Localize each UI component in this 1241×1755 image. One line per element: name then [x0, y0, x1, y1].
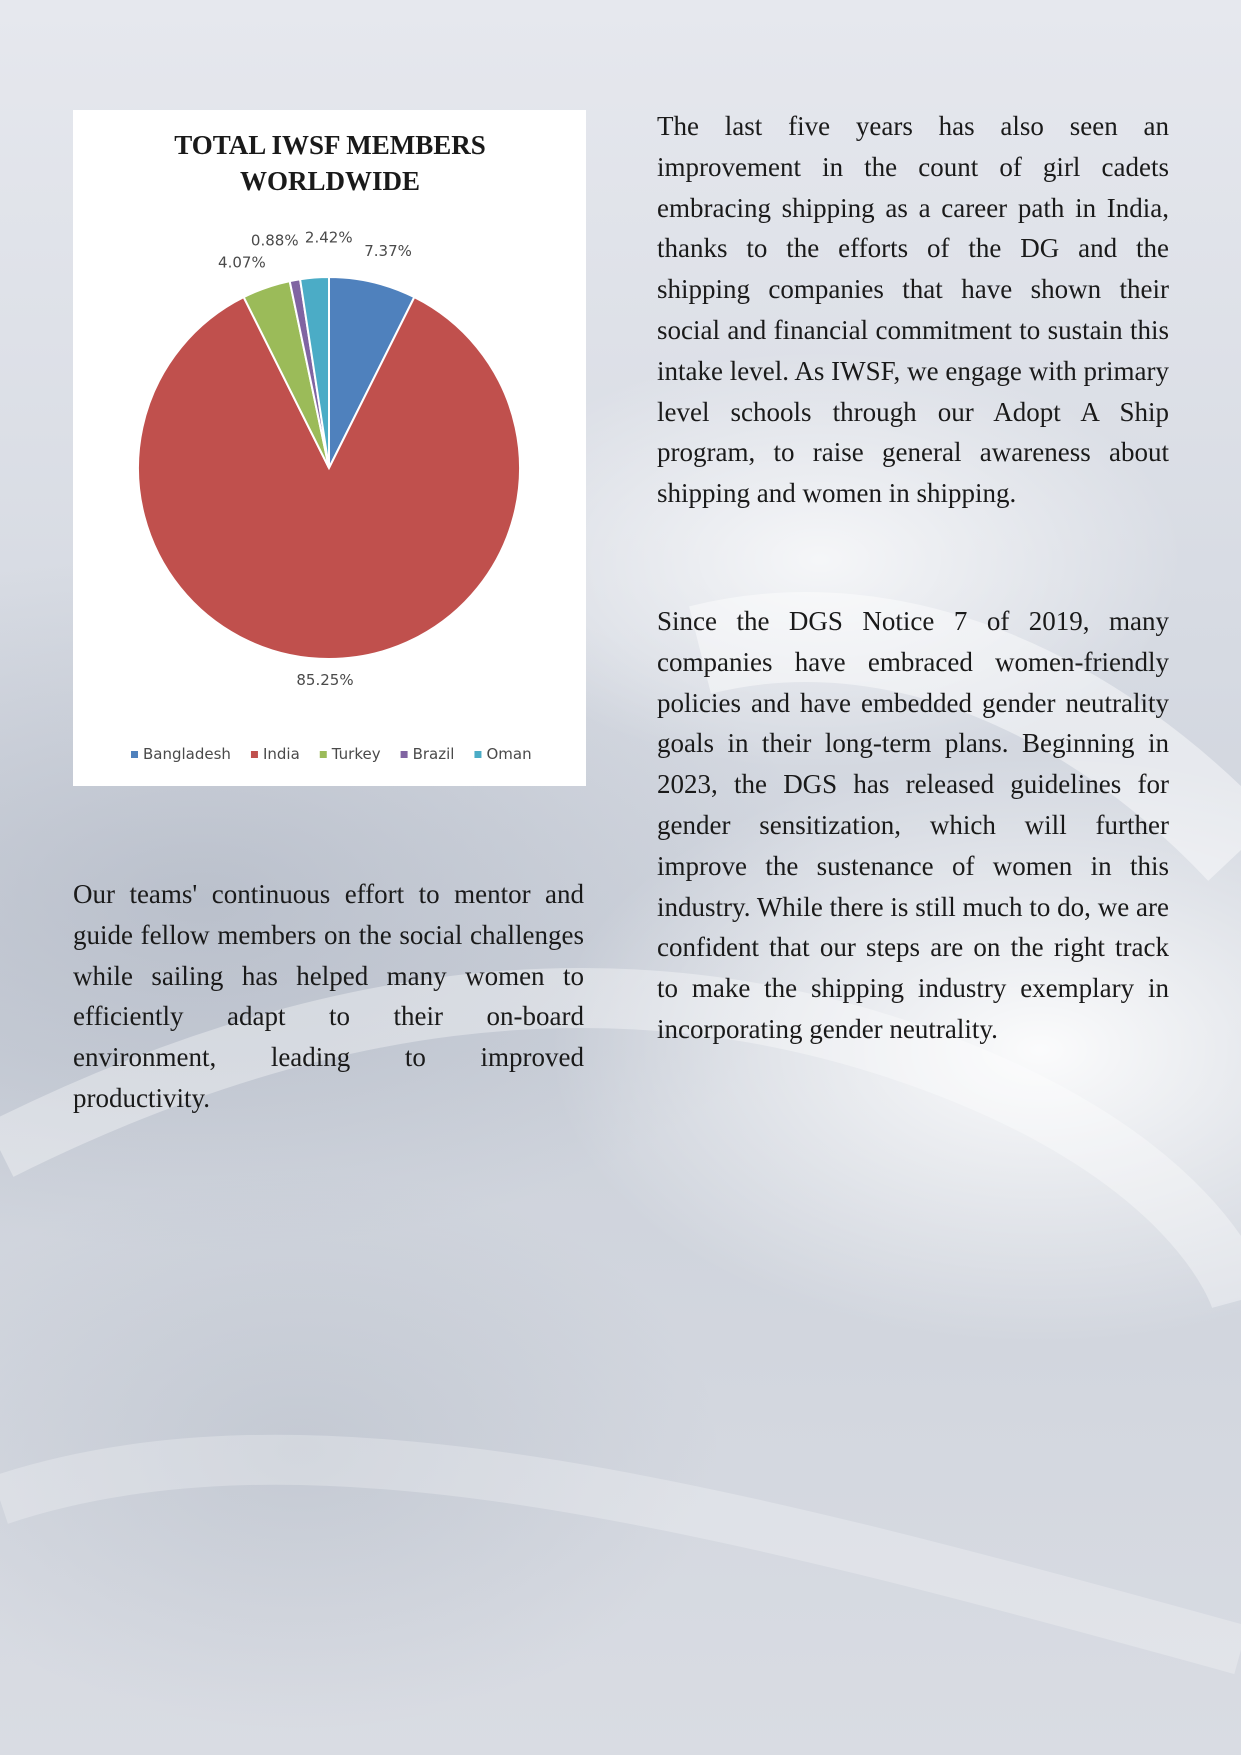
- legend-label-oman: Oman: [486, 745, 532, 763]
- chart-title-line-1: TOTAL IWSF MEMBERS: [174, 130, 486, 160]
- data-label-bangladesh: 7.37%: [364, 241, 412, 260]
- paragraph-girl-cadets: The last five years has also seen an improvement in the count of girl cadets embracing shipping as a career path in India, thanks to the efforts of the DG and the shipping companies that have shown their social and financial commitment to sustain this intake level. As IWSF, we engage with primary level schools through our Adopt A Ship program, to raise general awareness about shipping and women in shipping.: [657, 111, 1169, 509]
- chart-title-line-2: WORLDWIDE: [239, 166, 421, 196]
- pie-slices: [138, 277, 520, 659]
- data-label-turkey: 4.07%: [218, 253, 266, 272]
- legend-label-bangladesh: Bangladesh: [143, 745, 231, 763]
- data-label-brazil: 0.88%: [250, 231, 299, 250]
- legend-swatch-india: [251, 751, 258, 758]
- paragraph-mentoring: Our teams' continuous effort to mentor and guide fellow members on the social challenges while sailing has helped many women to efficiently adapt to their on-board environment, leading to improved productivity.: [73, 879, 584, 1113]
- pie-chart-card: [73, 110, 586, 786]
- legend-label-brazil: Brazil: [412, 745, 455, 763]
- legend-swatch-oman: [474, 751, 481, 758]
- chart-legend: [131, 745, 532, 763]
- paragraph-dgs-notice: Since the DGS Notice 7 of 2019, many companies have embraced women-friendly policies and have embedded gender neutrality goals in their long-term plans. Beginning in 2023, the DGS has released guidelines for gender sensitization, which will further improve the sustenance of women in this industry. While there is still much to do, we are confident that our steps are on the right track to make the shipping industry exemplary in incorporating gender neutrality.: [657, 606, 1169, 1044]
- data-label-india: 85.25%: [296, 671, 354, 689]
- pie-chart: [73, 110, 586, 786]
- legend-swatch-brazil: [401, 751, 408, 758]
- legend-label-turkey: Turkey: [331, 745, 381, 763]
- legend-swatch-bangladesh: [131, 751, 138, 758]
- data-label-oman: 2.42%: [304, 228, 353, 247]
- legend-swatch-turkey: [320, 751, 327, 758]
- legend-label-india: India: [262, 745, 300, 763]
